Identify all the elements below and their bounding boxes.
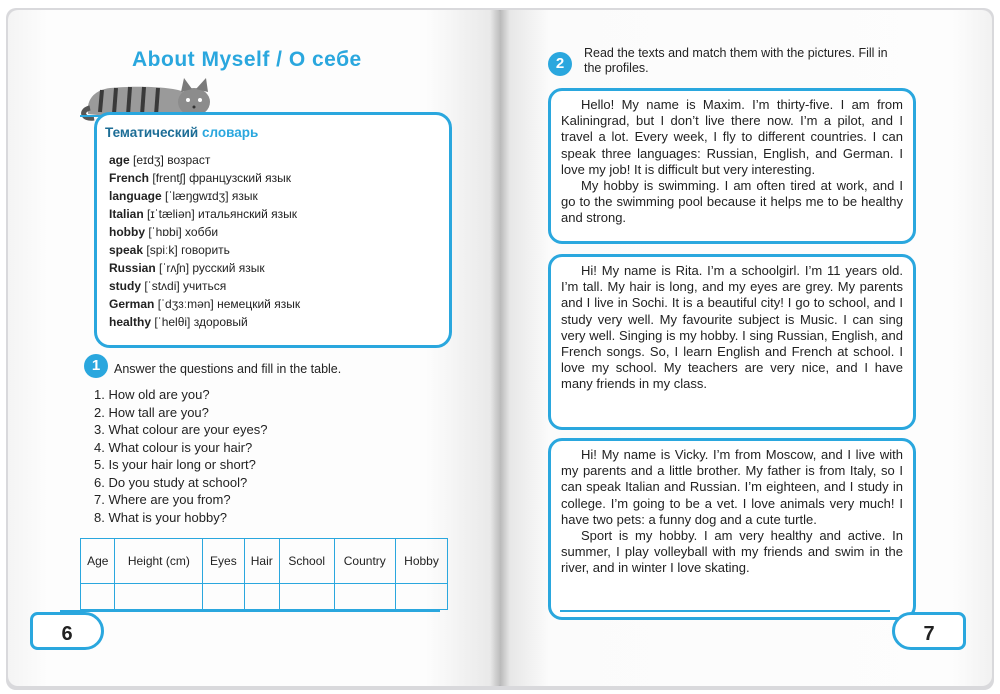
page-number-right: 7 <box>892 612 966 650</box>
vocabulary-header <box>105 125 258 140</box>
footer-rule-right <box>560 610 890 612</box>
question-item: 3. What colour are your eyes? <box>94 422 268 437</box>
vocab-item: language [ˈlæŋɡwɪdʒ] язык <box>109 189 258 203</box>
questions-list <box>94 386 267 526</box>
profile-table <box>80 538 448 610</box>
table-cell[interactable] <box>334 584 396 610</box>
task-1-badge: 1 <box>84 354 108 378</box>
vocabulary-header-part2: словарь <box>201 125 259 140</box>
text-paragraph: Hi! My name is Rita. I’m a schoolgirl. I’m 11 years old. I’m tall. My hair is long, and my eyes are grey. My parents and I live in Sochi. It is a beautiful city! I go to school, and I study very well. My favourite subject is Music. I can sing very well. Singing is my hobby. I sing Russian, English, and French songs. So, I learn English and French at school. I love my school. My teachers are very nice, and I have many friends in my class. <box>561 263 903 392</box>
table-cell[interactable] <box>203 584 244 610</box>
text-box-rita <box>548 254 916 430</box>
vocabulary-list <box>109 151 300 331</box>
text-paragraph: Hi! My name is Vicky. I’m from Moscow, and I live with my parents and a little brother. My father is from Italy, so I can speak Italian and Russian. I’m eighteen, and I study in college. I’m going to be a vet. I love animals very much! I have two pets: a funny dog and a cute turtle. <box>561 447 903 527</box>
vocab-item: German [ˈdʒɜːmən] немецкий язык <box>109 297 301 311</box>
table-cell[interactable] <box>244 584 279 610</box>
table-header: Age <box>81 539 115 584</box>
task-2-instruction: Read the texts and match them with the pictures. Fill in the profiles. <box>584 46 888 75</box>
text-box-vicky <box>548 438 916 620</box>
question-item: 2. How tall are you? <box>94 404 209 420</box>
vocab-item: speak [spiːk] говорить <box>109 243 230 257</box>
table-header-row <box>81 539 448 584</box>
table-header: Eyes <box>203 539 244 584</box>
table-cell[interactable] <box>115 584 203 610</box>
vocab-item: hobby [ˈhɒbi] хобби <box>109 225 219 239</box>
vocab-item: Russian [ˈrʌʃn] русский язык <box>109 261 265 275</box>
question-item: 8. What is your hobby? <box>94 509 227 525</box>
table-header: Country <box>334 539 396 584</box>
question-item: 4. What colour is your hair? <box>94 439 253 455</box>
text-box-maxim <box>548 88 916 244</box>
vocab-item: healthy [ˈhelθi] здоровый <box>109 315 248 329</box>
question-item: 5. Is your hair long or short? <box>94 457 256 472</box>
vocab-item: French [frentʃ] французский язык <box>109 171 292 185</box>
table-cell[interactable] <box>81 584 115 610</box>
vocab-item: study [ˈstʌdi] учиться <box>109 279 227 293</box>
task-2-badge: 2 <box>548 52 572 76</box>
table-row <box>81 584 448 610</box>
book-spine <box>490 10 510 686</box>
table-header: Hair <box>244 539 279 584</box>
table-cell[interactable] <box>279 584 334 610</box>
vocab-item: age [eɪdʒ] возраст <box>109 153 211 167</box>
vocabulary-header-part1: Тематический <box>105 125 199 140</box>
table-header: Hobby <box>396 539 448 584</box>
table-header: Height (cm) <box>115 539 203 584</box>
text-paragraph: Hello! My name is Maxim. I’m thirty-five. I am from Kaliningrad, but I don’t live there now. I’m a pilot, and I travel a lot. Every week, I fly to different countries. I can speak three languages: Russian, English, and German. I love my job! It is difficult but very interesting. <box>561 97 903 177</box>
text-paragraph: My hobby is swimming. I am often tired at work, and I go to the swimming pool because it helps me to be healthy and strong. <box>561 178 903 226</box>
page-title: About Myself / О себе <box>132 48 362 71</box>
page-number-left: 6 <box>30 612 104 650</box>
text-paragraph: Sport is my hobby. I am very healthy and active. In summer, I play volleyball with my friends and swim in the river, and in winter I love skating. <box>561 528 903 576</box>
table-cell[interactable] <box>396 584 448 610</box>
question-item: 6. Do you study at school? <box>94 474 248 490</box>
vocab-item: Italian [ɪˈtæliən] итальянский язык <box>109 207 297 221</box>
table-header: School <box>279 539 334 584</box>
footer-rule-left <box>60 610 440 612</box>
vocabulary-box <box>94 112 452 348</box>
question-item: 1. How old are you? <box>94 387 210 402</box>
question-item: 7. Where are you from? <box>94 492 231 507</box>
task-1-instruction: Answer the questions and fill in the table. <box>114 362 342 376</box>
